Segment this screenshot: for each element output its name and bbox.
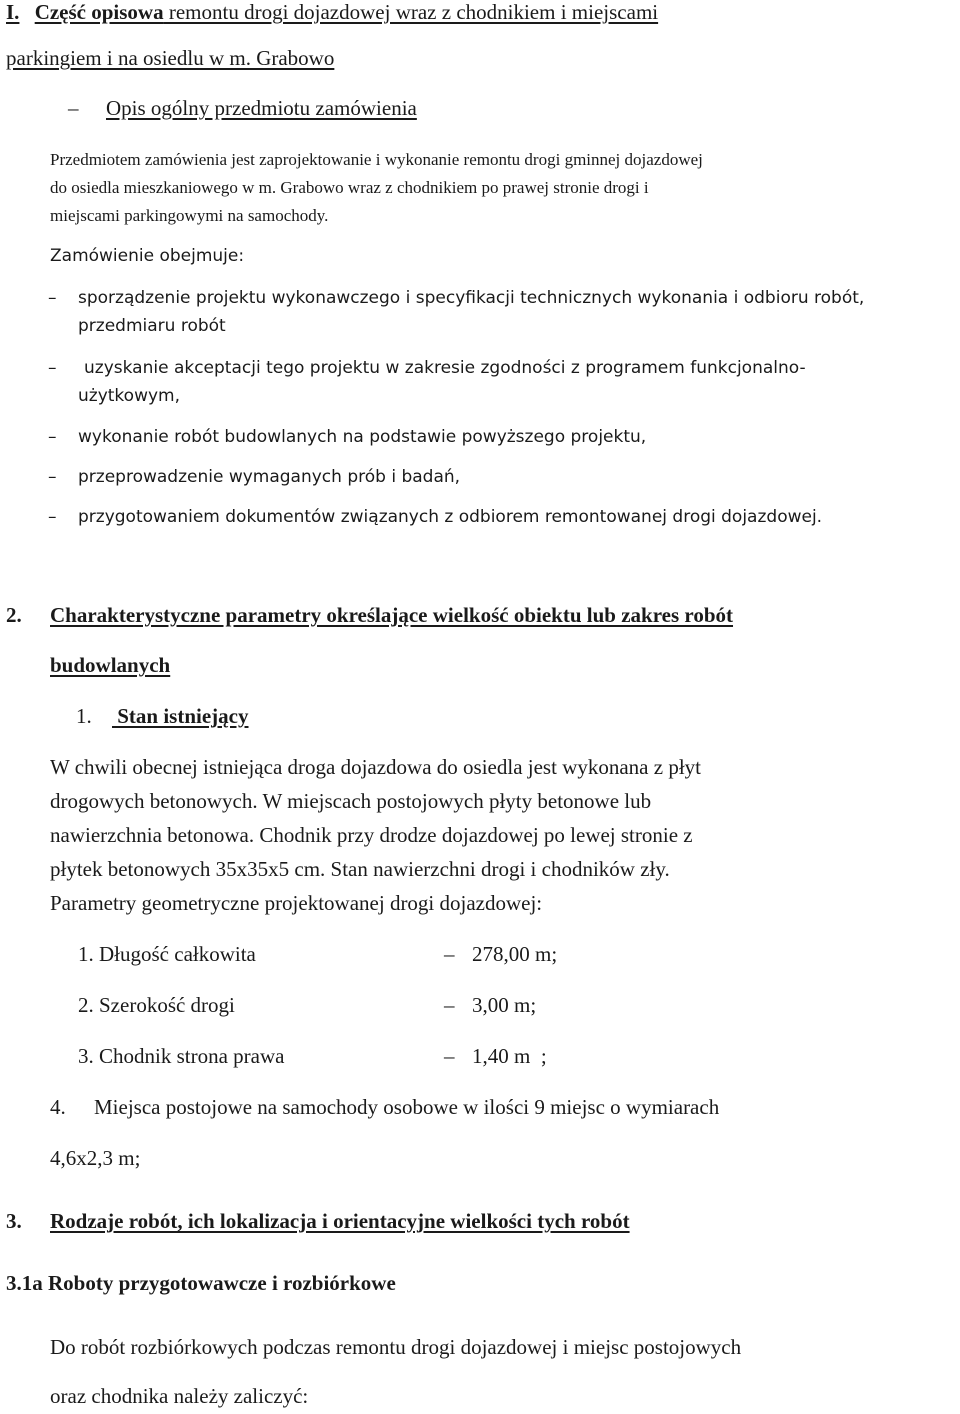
section1-number: I. (6, 0, 20, 24)
intro-line-2: do osiedla mieszkaniowego w m. Grabowo wraz z chodnikiem po prawej stronie drogi i (50, 178, 649, 197)
existing-state-number: 1. (76, 704, 92, 728)
item4-line-2: 4,6x2,3 m; (50, 1146, 141, 1170)
scope-item-2: uzyskanie akceptacji tego projektu w zakresie zgodności z programem funkcjonalno- (84, 358, 806, 378)
section2-heading-line1: Charakterystyczne parametry określające wielkość obiektu lub zakres robót (50, 603, 734, 627)
item4-line-1: Miejsca postojowe na samochody osobowe w ilości 9 miejsc o wymiarach (94, 1095, 720, 1119)
scope-item-5: przygotowaniem dokumentów związanych z odbiorem remontowanej drogi dojazdowej. (78, 507, 823, 527)
bullet-dash: – (48, 507, 57, 527)
existing-state-line-2: drogowych betonowych. W miejscach postojowych płyty betonowe lub (50, 789, 652, 813)
param-value-length: 278,00 m; (472, 942, 558, 966)
existing-state-line-1: W chwili obecnej istniejąca droga dojazdowa do osiedla jest wykonana z płyt (50, 755, 701, 779)
param-dash: – (444, 993, 455, 1017)
section1-title (6, 0, 658, 25)
bullet-dash: – (48, 427, 57, 447)
item4-number: 4. (50, 1095, 66, 1119)
param-dash: – (444, 942, 455, 966)
section3-heading: Rodzaje robót, ich lokalizacja i orientacyjne wielkości tych robót (50, 1209, 630, 1233)
param-value-width: 3,00 m; (472, 993, 537, 1017)
section3-body-line-1: Do robót rozbiórkowych podczas remontu drogi dojazdowej i miejsc postojowych (50, 1335, 742, 1359)
section3-1a-heading: 3.1a Roboty przygotowawcze i rozbiórkowe (6, 1271, 396, 1295)
scope-item-1: sporządzenie projektu wykonawczego i specyfikacji technicznych wykonania i odbioru robót, (78, 288, 865, 308)
intro-line-1: Przedmiotem zamówienia jest zaprojektowanie i wykonanie remontu drogi gminnej dojazdowej (50, 150, 703, 169)
param-label-width: 2. Szerokość drogi (78, 993, 235, 1017)
section1-title-rest: remontu drogi dojazdowej wraz z chodnikiem i miejscami (163, 0, 659, 24)
param-dash: – (444, 1044, 455, 1068)
section1-title-line2: parkingiem i na osiedlu w m. Grabowo (6, 46, 335, 70)
bullet-dash: – (48, 467, 57, 487)
scope-label: Zamówienie obejmuje: (50, 246, 245, 266)
subheading-general-description: Opis ogólny przedmiotu zamówienia (106, 96, 417, 120)
scope-item-3: wykonanie robót budowlanych na podstawie powyższego projektu, (78, 427, 647, 447)
existing-state-line-5: Parametry geometryczne projektowanej drogi dojazdowej: (50, 891, 543, 915)
section3-body-line-2: oraz chodnika należy zaliczyć: (50, 1384, 309, 1408)
intro-line-3: miejscami parkingowymi na samochody. (50, 206, 329, 225)
section2-number: 2. (6, 603, 22, 627)
param-value-sidewalk: 1,40 m ; (472, 1044, 547, 1068)
scope-item-2-cont: użytkowym, (78, 386, 180, 406)
existing-state-heading: Stan istniejący (112, 704, 249, 728)
param-label-sidewalk: 3. Chodnik strona prawa (78, 1044, 285, 1068)
subheading-dash: – (68, 96, 79, 120)
section1-title-bold: Część opisowa (34, 0, 164, 24)
bullet-dash: – (48, 358, 57, 378)
param-label-length: 1. Długość całkowita (78, 942, 256, 966)
bullet-dash: – (48, 288, 57, 308)
existing-state-line-3: nawierzchnia betonowa. Chodnik przy drodze dojazdowej po lewej stronie z (50, 823, 693, 847)
existing-state-line-4: płytek betonowych 35x35x5 cm. Stan nawierzchni drogi i chodników zły. (50, 857, 670, 881)
section3-number: 3. (6, 1209, 22, 1233)
scope-item-4: przeprowadzenie wymaganych prób i badań, (78, 467, 461, 487)
section2-heading-line2: budowlanych (50, 653, 171, 677)
scope-item-1-cont: przedmiaru robót (78, 316, 226, 336)
